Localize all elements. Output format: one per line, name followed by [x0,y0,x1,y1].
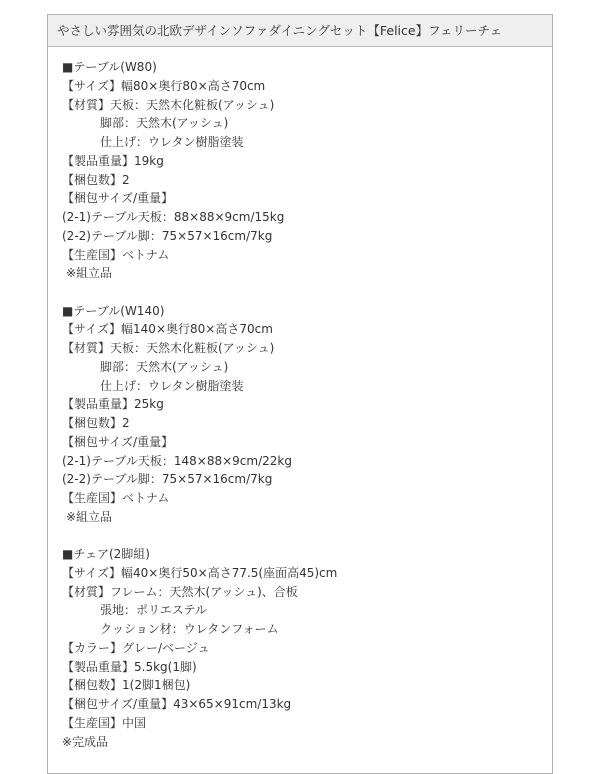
spec-material-finish: 仕上げ：ウレタン樹脂塗装 [100,378,244,393]
spec-origin: 【生産国】ベトナム [62,491,170,505]
spec-note: ※完成品 [62,734,109,749]
spec-material: 【材質】天板：天然木化粧板(アッシュ) [62,341,275,355]
spec-material-upholstery: 張地：ポリエステル [100,603,207,618]
spec-size: 【サイズ】幅80×奥行80×高さ70cm [62,78,266,93]
spec-material-cushion: クッション材：ウレタンフォーム [100,622,279,636]
spec-package-legs: (2-2)テーブル脚：75×57×16cm/7kg [62,228,273,243]
spec-note: ※組立品 [66,509,113,524]
spec-body [48,47,552,751]
spec-material: 【材質】天板：天然木化粧板(アッシュ) [62,97,275,112]
spec-package-legs: (2-2)テーブル脚：75×57×16cm/7kg [62,472,273,487]
section-chair [62,545,552,751]
spec-note: ※組立品 [66,266,113,281]
spec-package-size-label: 【梱包サイズ/重量】 [62,434,174,449]
spec-color: 【カラー】グレー/ベージュ [62,640,210,655]
spec-panel [47,14,553,774]
spec-material-legs: 脚部：天然木(アッシュ) [100,116,229,131]
spec-package-count: 【梱包数】2 [62,416,130,430]
section-table-w140 [62,302,552,527]
spec-package-top: (2-1)テーブル天板：88×88×9cm/15kg [62,210,285,224]
spec-package-count: 【梱包数】2 [62,172,130,187]
spec-size: 【サイズ】幅40×奥行50×高さ77.5(座面高45)cm [62,565,338,580]
section-heading: ■テーブル(W80) [62,60,157,74]
spec-package-top: (2-1)テーブル天板：148×88×9cm/22kg [62,453,292,468]
spec-origin: 【生産国】ベトナム [62,247,170,262]
spec-size: 【サイズ】幅140×奥行80×高さ70cm [62,322,273,337]
spec-weight: 【製品重量】25kg [62,397,164,412]
section-spacer [62,283,552,302]
spec-package-size: 【梱包サイズ/重量】43×65×91cm/13kg [62,697,292,711]
spec-package-size-label: 【梱包サイズ/重量】 [62,191,174,206]
spec-material-finish: 仕上げ：ウレタン樹脂塗装 [100,135,244,149]
section-spacer [62,527,552,546]
section-heading: ■チェア(2脚組) [62,547,150,561]
spec-material: 【材質】フレーム：天然木(アッシュ)、合板 [62,584,298,599]
section-heading: ■テーブル(W140) [62,303,165,318]
section-table-w80 [62,58,552,283]
spec-origin: 【生産国】中国 [62,715,147,730]
spec-weight: 【製品重量】5.5kg(1脚) [62,659,197,674]
panel-title: やさしい雰囲気の北欧デザインソファダイニングセット【Felice】フェリーチェ [48,15,552,47]
spec-material-legs: 脚部：天然木(アッシュ) [100,359,229,374]
spec-weight: 【製品重量】19kg [62,153,164,168]
spec-package-count: 【梱包数】1(2脚1梱包) [62,678,191,693]
